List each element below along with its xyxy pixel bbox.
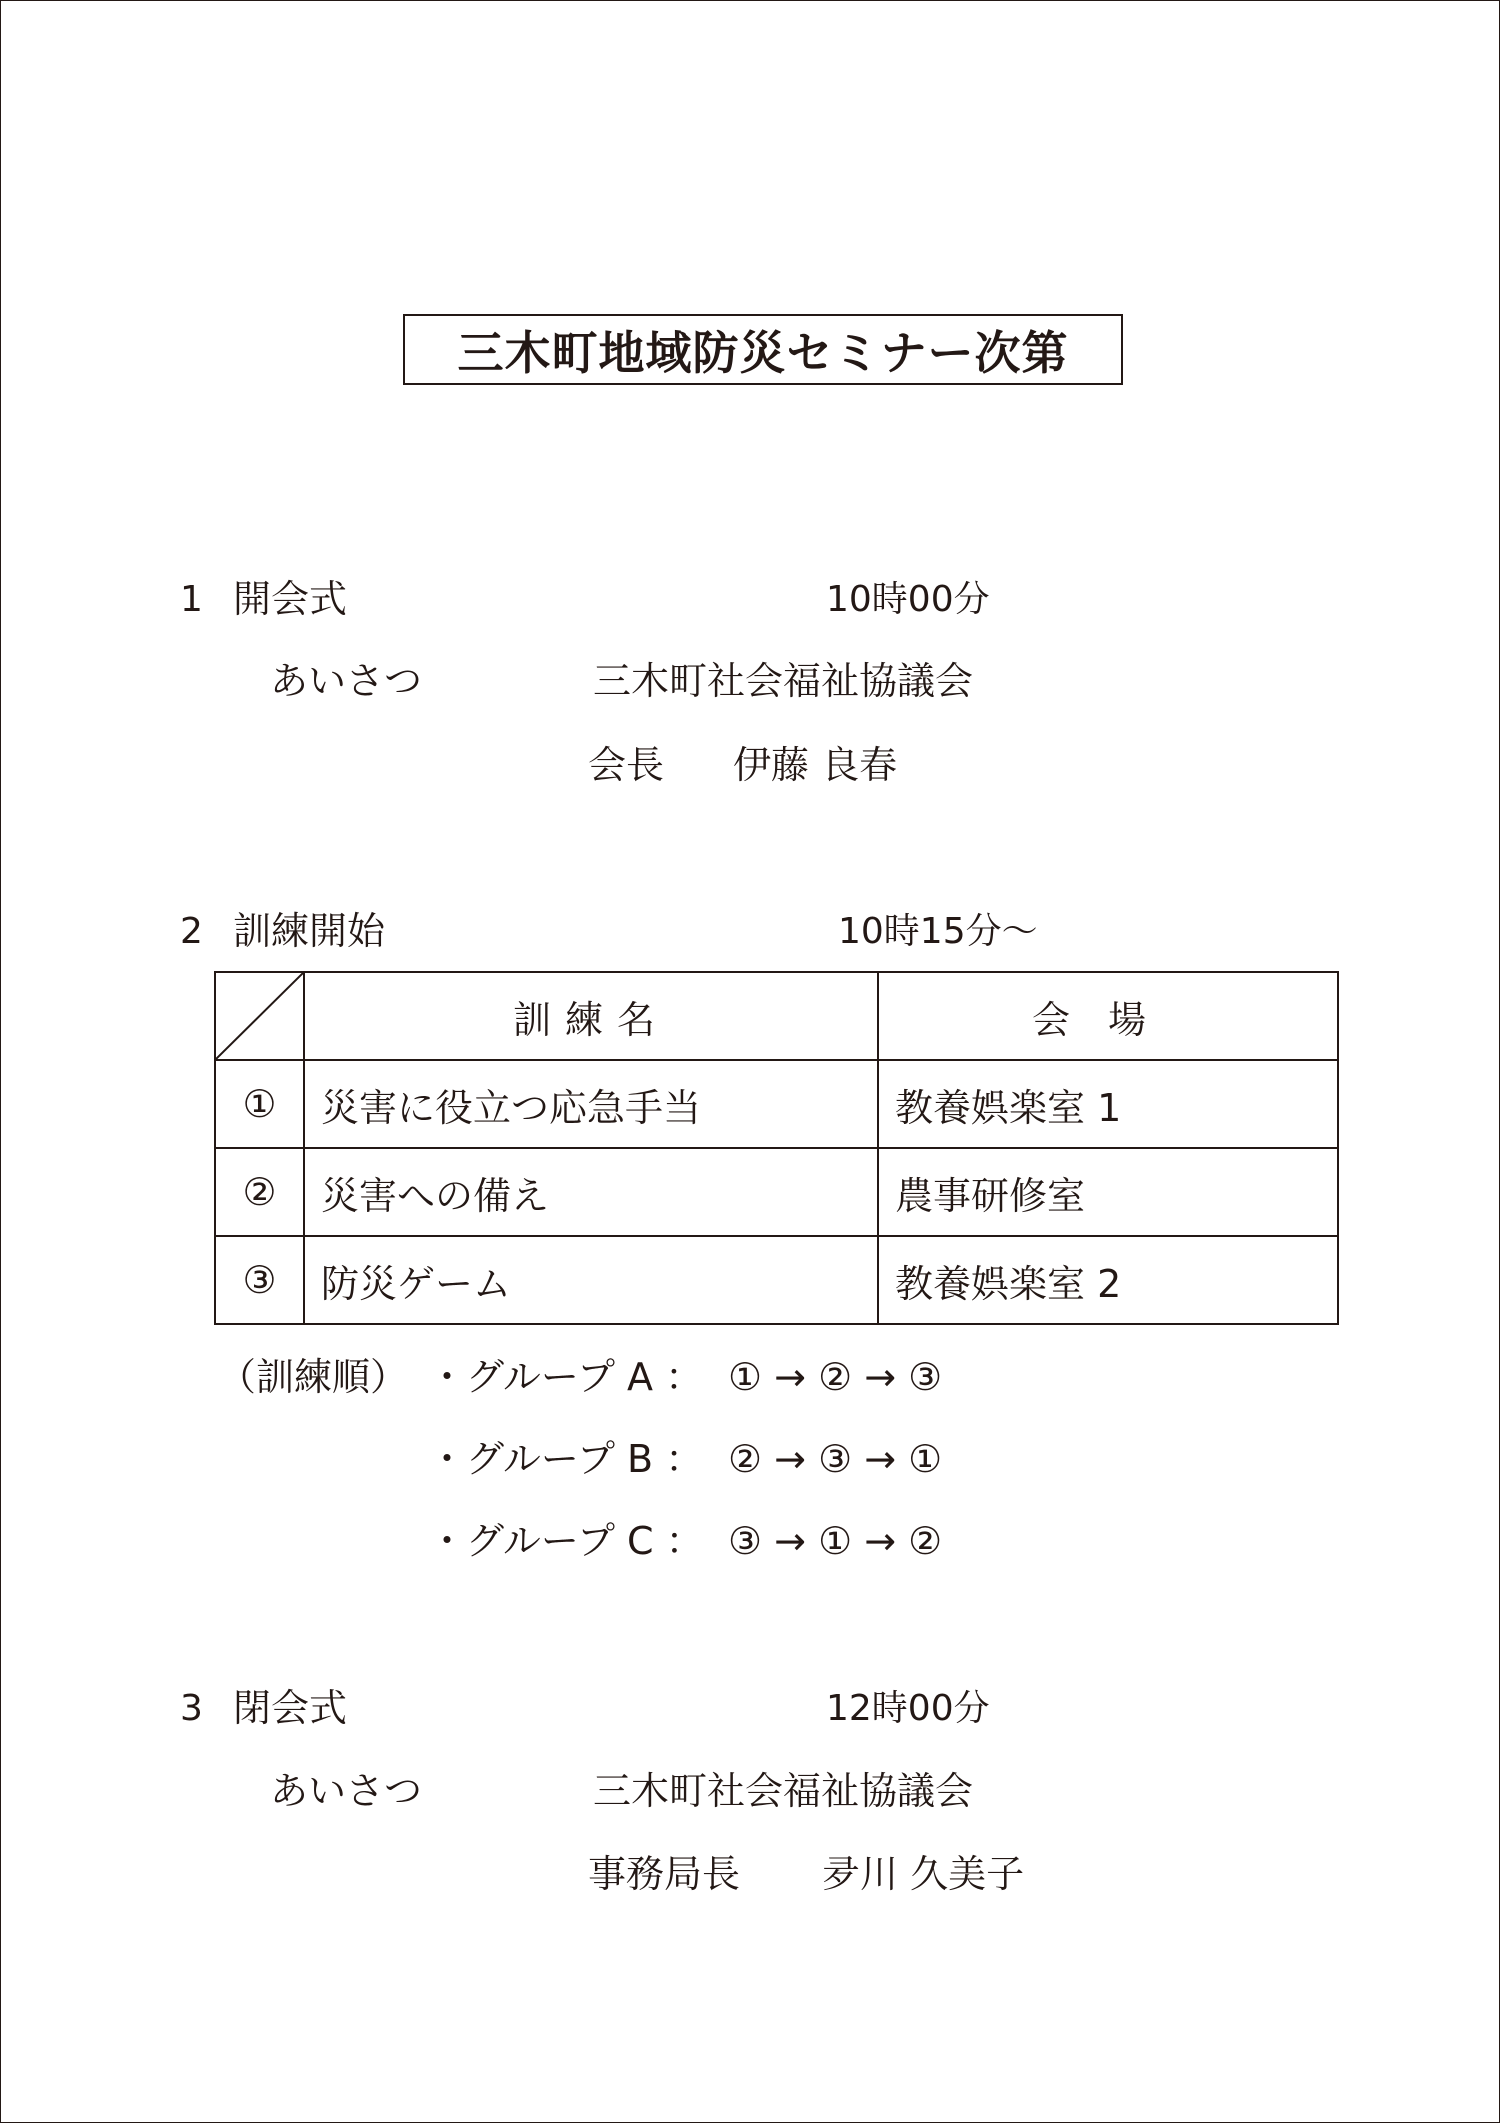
table-row: [215, 1060, 1338, 1148]
section2-time: 10時15分～: [838, 911, 1038, 952]
section2-heading: 訓練開始: [233, 909, 386, 953]
section3-time: 12時00分: [826, 1688, 990, 1729]
table-header-row: [215, 972, 1338, 1060]
row-number: ③: [215, 1236, 304, 1324]
group-c-sequence: ③ → ① → ②: [728, 1519, 943, 1563]
row-number: ①: [215, 1060, 304, 1148]
group-c-label: ・グループ C ：: [428, 1519, 704, 1563]
training-venue: 教養娯楽室 1: [878, 1060, 1338, 1148]
training-name: 災害に役立つ応急手当: [304, 1060, 878, 1148]
section3-heading: 閉会式: [233, 1686, 348, 1730]
page-title: 三木町地域防災セミナー次第: [403, 314, 1123, 385]
section1-organization: 三木町社会福祉協議会: [593, 659, 974, 703]
section3-speaker-name: 夛川 久美子: [822, 1852, 1025, 1896]
section1-time: 10時00分: [826, 579, 990, 620]
section1-speaker-name: 伊藤 良春: [733, 743, 898, 787]
table-row: [215, 1148, 1338, 1236]
section1-heading: 開会式: [233, 577, 348, 621]
training-venue: 農事研修室: [878, 1148, 1338, 1236]
section3-organization: 三木町社会福祉協議会: [593, 1769, 974, 1813]
training-name: 防災ゲーム: [304, 1236, 878, 1324]
section1-greeting-label: あいさつ: [270, 659, 423, 703]
diagonal-line: [216, 973, 303, 1059]
section1-number: 1: [180, 579, 203, 620]
training-table: [214, 971, 1339, 1325]
header-training-name: 訓練名: [304, 972, 878, 1060]
training-venue: 教養娯楽室 2: [878, 1236, 1338, 1324]
group-b-label: ・グループ B ：: [428, 1437, 704, 1481]
diagonal-header-cell: [215, 972, 304, 1060]
training-name: 災害への備え: [304, 1148, 878, 1236]
section2-number: 2: [180, 911, 203, 952]
header-venue: 会場: [878, 972, 1338, 1060]
table-row: [215, 1236, 1338, 1324]
section3-number: 3: [180, 1688, 203, 1729]
group-a-sequence: ① → ② → ③: [728, 1355, 943, 1399]
section3-speaker-role: 事務局長: [588, 1852, 741, 1896]
section3-greeting-label: あいさつ: [270, 1769, 423, 1813]
training-order-label: （訓練順）: [218, 1355, 409, 1399]
group-a-label: ・グループ A ：: [428, 1355, 704, 1399]
section1-speaker-role: 会長: [588, 743, 665, 787]
group-b-sequence: ② → ③ → ①: [728, 1437, 943, 1481]
row-number: ②: [215, 1148, 304, 1236]
